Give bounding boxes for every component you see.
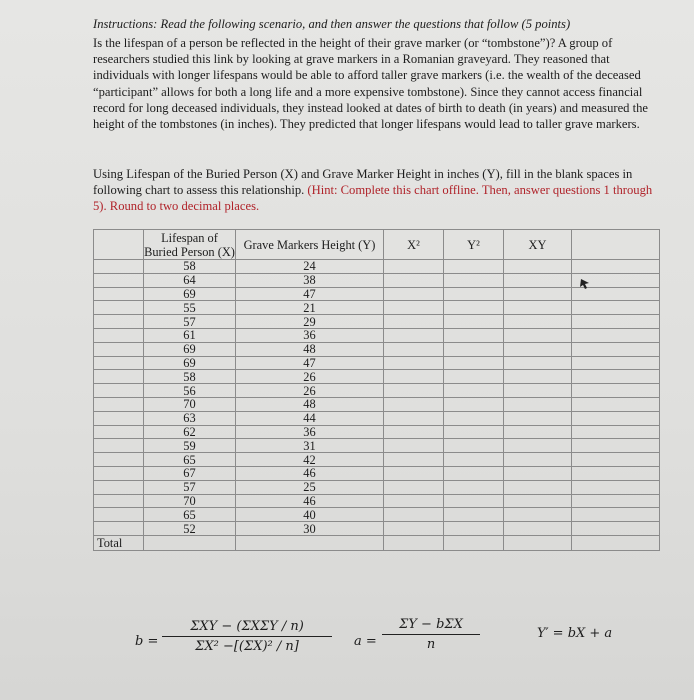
x-value-cell: 64: [144, 273, 236, 287]
x2-blank-cell[interactable]: [384, 287, 444, 301]
row-label-cell: [94, 342, 144, 356]
xy-blank-cell[interactable]: [504, 342, 572, 356]
xy-blank-cell[interactable]: [504, 370, 572, 384]
y2-blank-cell[interactable]: [444, 273, 504, 287]
extra-blank-cell: [572, 328, 660, 342]
y-value-cell: 48: [236, 397, 384, 411]
x2-blank-cell[interactable]: [384, 342, 444, 356]
y-value-cell: 38: [236, 273, 384, 287]
xy-blank-cell[interactable]: [504, 508, 572, 522]
x2-blank-cell[interactable]: [384, 315, 444, 329]
x2-blank-cell[interactable]: [384, 384, 444, 398]
extra-blank-cell: [572, 411, 660, 425]
y-value-cell: 46: [236, 494, 384, 508]
x-value-cell: 70: [144, 494, 236, 508]
x-value-cell: 70: [144, 397, 236, 411]
extra-blank-cell: [572, 356, 660, 370]
x-value-cell: 58: [144, 260, 236, 274]
b-numerator: ΣXY − (ΣXΣY / n): [162, 619, 332, 637]
x-value-cell: 55: [144, 301, 236, 315]
b-lhs: b =: [135, 634, 159, 649]
x-value-cell: 69: [144, 356, 236, 370]
x-value-cell: 57: [144, 480, 236, 494]
y2-blank-cell[interactable]: [444, 301, 504, 315]
xy-blank-cell[interactable]: [504, 494, 572, 508]
xy-blank-cell[interactable]: [504, 315, 572, 329]
b-denominator: ΣX² −[(ΣX)² / n]: [195, 639, 299, 654]
row-label-cell: [94, 453, 144, 467]
x-value-cell: 65: [144, 508, 236, 522]
y-value-cell: 36: [236, 328, 384, 342]
x-value-cell: 62: [144, 425, 236, 439]
b-fraction: [162, 619, 332, 654]
y-value-cell: 29: [236, 315, 384, 329]
xy-blank-cell[interactable]: [504, 425, 572, 439]
total-row: [94, 535, 660, 550]
y2-blank-cell[interactable]: [444, 508, 504, 522]
xy-blank-cell[interactable]: [504, 453, 572, 467]
x2-blank-cell[interactable]: [384, 439, 444, 453]
xy-blank-cell[interactable]: [504, 439, 572, 453]
table-header-row: [94, 230, 660, 260]
table-row: [94, 315, 660, 329]
y-value-cell: 25: [236, 480, 384, 494]
row-label-cell: [94, 397, 144, 411]
a-lhs: a =: [354, 634, 377, 649]
extra-blank-cell: [572, 315, 660, 329]
y2-blank-cell[interactable]: [444, 315, 504, 329]
y-value-cell: 42: [236, 453, 384, 467]
header-extra: [572, 230, 660, 260]
row-label-cell: [94, 356, 144, 370]
total-blank-cell[interactable]: [504, 535, 572, 550]
total-blank-cell[interactable]: [236, 535, 384, 550]
header-y2: Y²: [444, 230, 504, 260]
x-value-cell: 57: [144, 315, 236, 329]
y2-blank-cell[interactable]: [444, 384, 504, 398]
x-value-cell: 61: [144, 328, 236, 342]
y-value-cell: 44: [236, 411, 384, 425]
table-row: [94, 328, 660, 342]
extra-blank-cell: [572, 480, 660, 494]
y2-blank-cell[interactable]: [444, 342, 504, 356]
a-fraction: [382, 617, 480, 652]
extra-blank-cell: [572, 508, 660, 522]
x-value-cell: 69: [144, 287, 236, 301]
x2-blank-cell[interactable]: [384, 494, 444, 508]
xy-blank-cell[interactable]: [504, 301, 572, 315]
table-row: [94, 370, 660, 384]
calculation-table: [93, 229, 660, 551]
table-row: [94, 425, 660, 439]
table-row: [94, 273, 660, 287]
xy-blank-cell[interactable]: [504, 384, 572, 398]
table-row: [94, 522, 660, 536]
xy-blank-cell[interactable]: [504, 522, 572, 536]
extra-blank-cell: [572, 301, 660, 315]
row-label-cell: [94, 273, 144, 287]
row-label-cell: [94, 260, 144, 274]
instructions-text: Instructions: Read the following scenario, and then answer the questions that follow (5 points): [93, 17, 571, 31]
x2-blank-cell[interactable]: [384, 453, 444, 467]
y-value-cell: 47: [236, 287, 384, 301]
extra-blank-cell: [572, 384, 660, 398]
x2-blank-cell[interactable]: [384, 480, 444, 494]
table-row: [94, 453, 660, 467]
y-value-cell: 31: [236, 439, 384, 453]
extra-blank-cell: [572, 439, 660, 453]
x-value-cell: 69: [144, 342, 236, 356]
x-value-cell: 59: [144, 439, 236, 453]
row-label-cell: [94, 315, 144, 329]
table-row: [94, 439, 660, 453]
xy-blank-cell[interactable]: [504, 287, 572, 301]
xy-blank-cell[interactable]: [504, 356, 572, 370]
y2-blank-cell[interactable]: [444, 439, 504, 453]
table-row: [94, 260, 660, 274]
row-label-cell: [94, 466, 144, 480]
extra-blank-cell: [572, 453, 660, 467]
row-label-cell: [94, 480, 144, 494]
y-value-cell: 24: [236, 260, 384, 274]
extra-blank-cell: [572, 466, 660, 480]
x2-blank-cell[interactable]: [384, 301, 444, 315]
row-label-cell: [94, 384, 144, 398]
table-row: [94, 397, 660, 411]
y-value-cell: 47: [236, 356, 384, 370]
xy-blank-cell[interactable]: [504, 328, 572, 342]
y-value-cell: 48: [236, 342, 384, 356]
y2-blank-cell[interactable]: [444, 480, 504, 494]
extra-blank-cell: [572, 342, 660, 356]
y2-blank-cell[interactable]: [444, 287, 504, 301]
y-value-cell: 26: [236, 370, 384, 384]
table-row: [94, 301, 660, 315]
header-blank: [94, 230, 144, 260]
x-value-cell: 63: [144, 411, 236, 425]
x2-blank-cell[interactable]: [384, 508, 444, 522]
y2-blank-cell[interactable]: [444, 466, 504, 480]
extra-blank-cell: [572, 494, 660, 508]
total-blank-cell[interactable]: [144, 535, 236, 550]
y-value-cell: 21: [236, 301, 384, 315]
y2-blank-cell[interactable]: [444, 260, 504, 274]
row-label-cell: [94, 301, 144, 315]
xy-blank-cell[interactable]: [504, 466, 572, 480]
x2-blank-cell[interactable]: [384, 370, 444, 384]
x2-blank-cell[interactable]: [384, 397, 444, 411]
table-row: [94, 411, 660, 425]
x2-blank-cell[interactable]: [384, 522, 444, 536]
table-row: [94, 508, 660, 522]
table-row: [94, 356, 660, 370]
xy-blank-cell[interactable]: [504, 411, 572, 425]
header-x2: X²: [384, 230, 444, 260]
table-row: [94, 287, 660, 301]
x-value-cell: 56: [144, 384, 236, 398]
task-paragraph: [93, 166, 665, 215]
y2-blank-cell[interactable]: [444, 522, 504, 536]
table-row: [94, 384, 660, 398]
y2-blank-cell[interactable]: [444, 453, 504, 467]
total-blank-cell: [572, 535, 660, 550]
x2-blank-cell[interactable]: [384, 425, 444, 439]
x2-blank-cell[interactable]: [384, 356, 444, 370]
row-label-cell: [94, 522, 144, 536]
x2-blank-cell[interactable]: [384, 328, 444, 342]
extra-blank-cell: [572, 397, 660, 411]
x2-blank-cell[interactable]: [384, 411, 444, 425]
extra-blank-cell: [572, 370, 660, 384]
y2-blank-cell[interactable]: [444, 397, 504, 411]
extra-blank-cell: [572, 425, 660, 439]
total-blank-cell[interactable]: [444, 535, 504, 550]
y2-blank-cell[interactable]: [444, 328, 504, 342]
xy-blank-cell[interactable]: [504, 273, 572, 287]
scenario-paragraph: Is the lifespan of a person be reflected in the height of their grave marker (or “tombstone”)? A group of researchers studied this link by looking at grave markers in a Romanian graveyard. They reasoned that individuals with longer lifespans would be able to afford taller grave markers (i.e. the wealth of the deceased “participant” allows for both a long life and a more expensive tombstone). Since they cannot access financial record for long deceased individuals, they instead looked at dates of birth to death (in years) and measured the height of the tombstones (in inches). They predicted that longer lifespans would lead to taller grave markers.: [93, 36, 648, 132]
row-label-cell: [94, 287, 144, 301]
header-xy: XY: [504, 230, 572, 260]
y-value-cell: 46: [236, 466, 384, 480]
regression-equation: Y′ = bX + a: [537, 626, 613, 641]
x-value-cell: 65: [144, 453, 236, 467]
row-label-cell: [94, 508, 144, 522]
y2-blank-cell[interactable]: [444, 425, 504, 439]
row-label-cell: [94, 370, 144, 384]
x2-blank-cell[interactable]: [384, 273, 444, 287]
y2-blank-cell[interactable]: [444, 356, 504, 370]
row-label-cell: [94, 494, 144, 508]
xy-blank-cell[interactable]: [504, 397, 572, 411]
x2-blank-cell[interactable]: [384, 466, 444, 480]
y2-blank-cell[interactable]: [444, 494, 504, 508]
table-row: [94, 494, 660, 508]
table-row: [94, 342, 660, 356]
total-blank-cell[interactable]: [384, 535, 444, 550]
y-value-cell: 40: [236, 508, 384, 522]
a-denominator: n: [426, 637, 436, 652]
header-x: Lifespan of Buried Person (X): [144, 230, 235, 259]
table-row: [94, 480, 660, 494]
y-value-cell: 26: [236, 384, 384, 398]
row-label-cell: [94, 425, 144, 439]
a-numerator: ΣY − bΣX: [382, 617, 480, 635]
row-label-cell: [94, 439, 144, 453]
task-hint: (Hint: Complete this chart offline. Then, answer questions 1 through 5). Round to two decimal places.: [93, 183, 653, 214]
y2-blank-cell[interactable]: [444, 370, 504, 384]
y-value-cell: 36: [236, 425, 384, 439]
task-intro: Using Lifespan of the Buried Person (X) and Grave Marker Height in inches (Y), fill in the blank spaces in following chart to assess this relationship.: [93, 167, 633, 198]
x-value-cell: 52: [144, 522, 236, 536]
xy-blank-cell[interactable]: [504, 480, 572, 494]
x-value-cell: 58: [144, 370, 236, 384]
y2-blank-cell[interactable]: [444, 411, 504, 425]
total-label: Total: [94, 535, 144, 550]
extra-blank-cell: [572, 260, 660, 274]
x-value-cell: 67: [144, 466, 236, 480]
xy-blank-cell[interactable]: [504, 260, 572, 274]
extra-blank-cell: [572, 522, 660, 536]
row-label-cell: [94, 411, 144, 425]
x2-blank-cell[interactable]: [384, 260, 444, 274]
header-y: Grave Markers Height (Y): [236, 230, 384, 260]
y-value-cell: 30: [236, 522, 384, 536]
mouse-cursor-icon: [579, 278, 591, 290]
table-row: [94, 466, 660, 480]
row-label-cell: [94, 328, 144, 342]
